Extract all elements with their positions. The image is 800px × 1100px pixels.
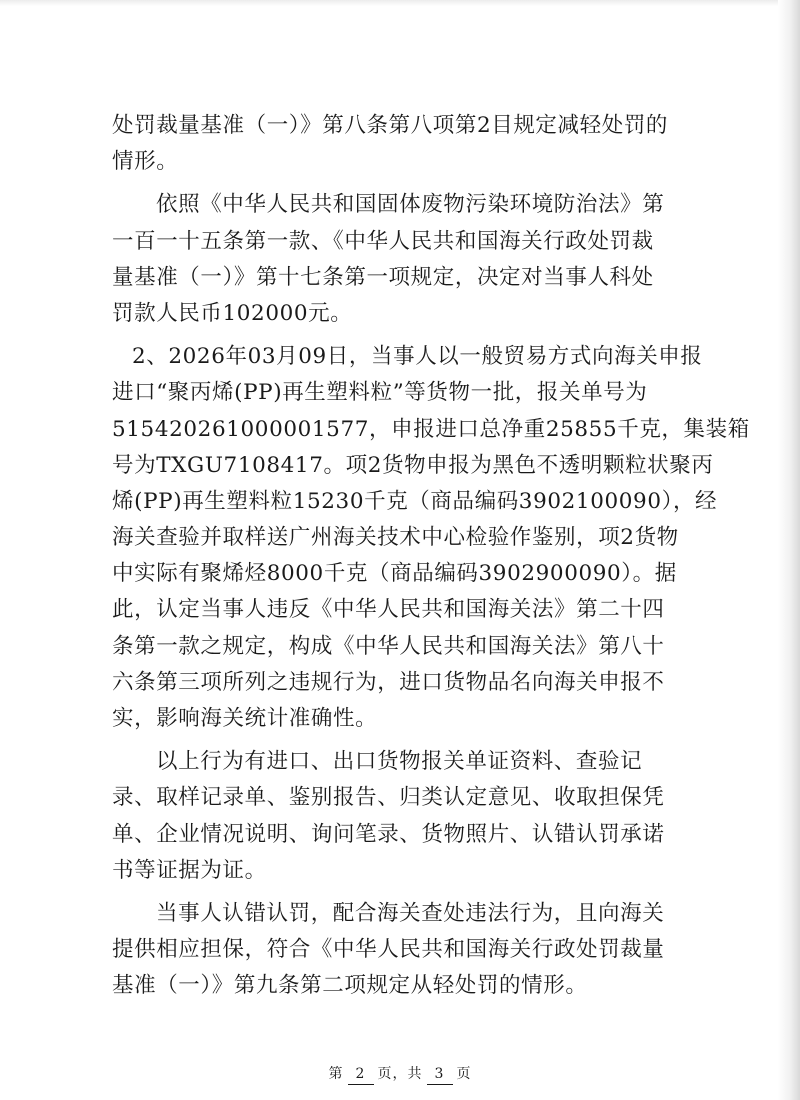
scan-top-shadow [0, 0, 800, 6]
text-line: 此，认定当事人违反《中华人民共和国海关法》第二十四 [112, 597, 665, 623]
text-line: 书等证据为证。 [112, 857, 267, 883]
text-line: 条第一款之规定，构成《中华人民共和国海关法》第八十 [112, 633, 665, 659]
text-line: 一百一十五条第一款、《中华人民共和国海关行政处罚裁 [112, 228, 654, 254]
text-line: 当事人认错认罚，配合海关查处违法行为，且向海关 [156, 900, 665, 926]
document-body [112, 108, 750, 1005]
page-number: 2 [348, 1064, 374, 1085]
text-line: 罚款人民币102000元。 [112, 300, 353, 326]
text-line: 2、2026年03月09日，当事人以一般贸易方式向海关申报 [132, 344, 703, 370]
paragraph-case-2 [112, 339, 750, 737]
page-footer [0, 1064, 800, 1085]
text-line: 六条第三项所列之违规行为，进口货物品名向海关申报不 [112, 669, 665, 695]
text-line: 录、取样记录单、鉴别报告、归类认定意见、收取担保凭 [112, 785, 665, 811]
text-line: 量基准（一）》第十七条第一项规定，决定对当事人科处 [112, 264, 654, 290]
text-line: 号为TXGU7108417。项2货物申报为黑色不透明颗粒状聚丙 [112, 452, 714, 478]
page-total: 3 [427, 1064, 453, 1085]
scan-edge-shadow [778, 0, 800, 1100]
paragraph-continuation [112, 108, 672, 180]
text-line: 情形。 [112, 149, 179, 175]
text-line: 提供相应担保，符合《中华人民共和国海关行政处罚裁量 [112, 937, 665, 963]
text-line: 实，影响海关统计准确性。 [112, 706, 378, 731]
paragraph-mitigation [112, 896, 672, 1005]
paragraph-evidence [112, 744, 672, 889]
page-suffix: 页 [456, 1066, 472, 1082]
text-line: 依照《中华人民共和国固体废物污染环境防治法》第 [156, 192, 665, 218]
text-line: 中实际有聚烯烃8000千克（商品编码3902900090）。据 [112, 561, 677, 587]
text-line: 基准（一）》第九条第二项规定从轻处罚的情形。 [112, 973, 588, 999]
text-line: 以上行为有进口、出口货物报关单证资料、查验记 [156, 749, 643, 775]
paragraph-penalty-decision [112, 187, 672, 332]
page-prefix: 第 [328, 1066, 344, 1082]
text-line: 烯(PP)再生塑料粒15230千克（商品编码3902100090），经 [112, 488, 718, 514]
text-line: 单、企业情况说明、询问笔录、货物照片、认错认罚承诺 [112, 821, 665, 847]
text-line: 处罚裁量基准（一）》第八条第八项第2目规定减轻处罚的 [112, 113, 669, 138]
page-middle: 页，共 [377, 1066, 423, 1082]
text-line: 进口“聚丙烯(PP)再生塑料粒”等货物一批，报关单号为 [112, 380, 648, 406]
text-line: 海关查验并取样送广州海关技术中心检验作鉴别，项2货物 [112, 525, 679, 551]
text-line: 515420261000001577，申报进口总净重25855千克，集装箱 [112, 416, 750, 442]
